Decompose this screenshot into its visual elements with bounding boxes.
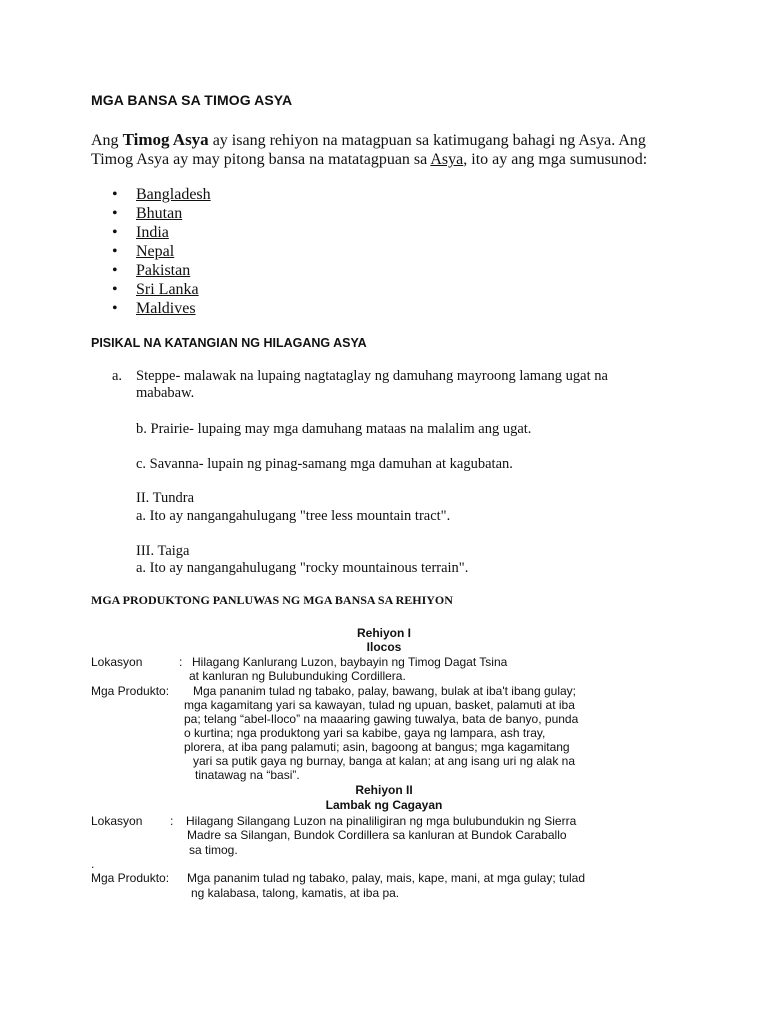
stray-period: .: [91, 857, 95, 871]
bullet-icon: •: [112, 186, 118, 203]
intro-bold-term: Timog Asya: [122, 130, 209, 149]
bullet-icon: •: [112, 243, 118, 260]
country-link-bangladesh[interactable]: Bangladesh: [136, 186, 211, 203]
steppe-marker: a.: [112, 368, 123, 384]
country-link-maldives[interactable]: Maldives: [136, 300, 196, 317]
region2-name: Lambak ng Cagayan: [325, 798, 443, 812]
taiga-heading: III. Taiga: [136, 543, 190, 559]
region1-lokasyon-line: Hilagang Kanlurang Luzon, baybayin ng Timog Dagat Tsina: [192, 655, 508, 669]
asya-link[interactable]: Asya: [430, 151, 464, 168]
list-item: [112, 204, 211, 223]
region1-produkto-line: plorera, at iba pang palamuti; asin, bagoong at bangus; mga kagamitang: [184, 740, 570, 754]
country-list: [112, 185, 211, 318]
region1-lokasyon-line: at kanluran ng Bulubunduking Cordillera.: [189, 669, 406, 683]
region1-produkto-line: pa; telang “abel-Iloco” na maaaring gawing tuwalya, bata de banyo, punda: [184, 712, 579, 726]
steppe-line1: Steppe- malawak na lupaing nagtataglay ng damuhang mayroong lamang ugat na: [136, 368, 608, 384]
page-title: MGA BANSA SA TIMOG ASYA: [91, 92, 293, 108]
country-link-bhutan[interactable]: Bhutan: [136, 205, 183, 222]
list-item: [112, 223, 211, 242]
country-link-india[interactable]: India: [136, 224, 169, 241]
region1-produkto-line: tinatawag na “basi”.: [195, 768, 300, 782]
taiga-line: a. Ito ay nangangahulugang "rocky mountainous terrain".: [136, 560, 469, 576]
region1-title: Rehiyon I: [356, 626, 411, 640]
region1-lokasyon-label: Lokasyon: [91, 655, 143, 669]
bullet-icon: •: [112, 224, 118, 241]
savanna-line: c. Savanna- lupain ng pinag-samang mga damuhan at kagubatan.: [136, 456, 513, 472]
region2-lokasyon-colon: :: [170, 814, 174, 828]
region1-name: Ilocos: [366, 640, 402, 654]
tundra-heading: II. Tundra: [136, 490, 195, 506]
list-item: [112, 242, 211, 261]
region1-produkto-line: yari sa putik gaya ng burnay, banga at kalan; at ang isang uri ng alak na: [193, 754, 576, 768]
region1-produkto-line: mga kagamitang yari sa kawayan, tulad ng upuan, basket, palamuti at iba: [184, 698, 575, 712]
list-item: [112, 261, 211, 280]
intro-line2-start: Timog Asya ay may pitong bansa na matatagpuan sa: [91, 151, 431, 168]
bullet-icon: •: [112, 262, 118, 279]
region2-lokasyon-line: sa timog.: [189, 843, 238, 857]
list-item: [112, 185, 211, 204]
region2-produkto-label: Mga Produkto:: [91, 871, 170, 885]
bullet-icon: •: [112, 300, 118, 317]
products-heading: MGA PRODUKTONG PANLUWAS NG MGA BANSA SA REHIYON: [91, 593, 453, 607]
intro-text-rest: ay isang rehiyon na matagpuan sa katimugang bahagi ng Asya. Ang: [208, 132, 646, 149]
region2-title: Rehiyon II: [355, 783, 413, 797]
region1-produkto-line: o kurtina; nga produktong yari sa kabibe, gaya ng lampara, ash tray,: [184, 726, 546, 740]
steppe-line2: mababaw.: [136, 385, 195, 401]
bullet-icon: •: [112, 205, 118, 222]
region1-lokasyon-colon: :: [179, 655, 183, 669]
region2-lokasyon-label: Lokasyon: [91, 814, 143, 828]
prairie-line: b. Prairie- lupaing may mga damuhang mataas na malalim ang ugat.: [136, 421, 532, 437]
region2-produkto-line: Mga pananim tulad ng tabako, palay, mais, kape, mani, at mga gulay; tulad: [187, 871, 586, 885]
intro-text-start: Ang: [91, 132, 123, 149]
country-link-sri-lanka[interactable]: Sri Lanka: [136, 281, 199, 298]
country-link-nepal[interactable]: Nepal: [136, 243, 175, 260]
country-link-pakistan[interactable]: Pakistan: [136, 262, 191, 279]
intro-paragraph: [91, 130, 691, 169]
region2-lokasyon-line: Madre sa Silangan, Bundok Cordillera sa kanluran at Bundok Caraballo: [187, 828, 567, 842]
region1-produkto-line: Mga pananim tulad ng tabako, palay, bawang, bulak at iba't ibang gulay;: [193, 684, 576, 698]
list-item: [112, 299, 211, 318]
list-item: [112, 280, 211, 299]
intro-line2-end: , ito ay ang mga sumusunod:: [463, 151, 648, 168]
tundra-line: a. Ito ay nangangahulugang "tree less mountain tract".: [136, 508, 451, 524]
region2-lokasyon-line: Hilagang Silangang Luzon na pinaliligiran ng mga bulubundukin ng Sierra: [186, 814, 577, 828]
region2-produkto-line: ng kalabasa, talong, kamatis, at iba pa.: [191, 886, 400, 900]
region1-produkto-label: Mga Produkto:: [91, 684, 170, 698]
physical-heading: PISIKAL NA KATANGIAN NG HILAGANG ASYA: [91, 336, 367, 350]
bullet-icon: •: [112, 281, 118, 298]
